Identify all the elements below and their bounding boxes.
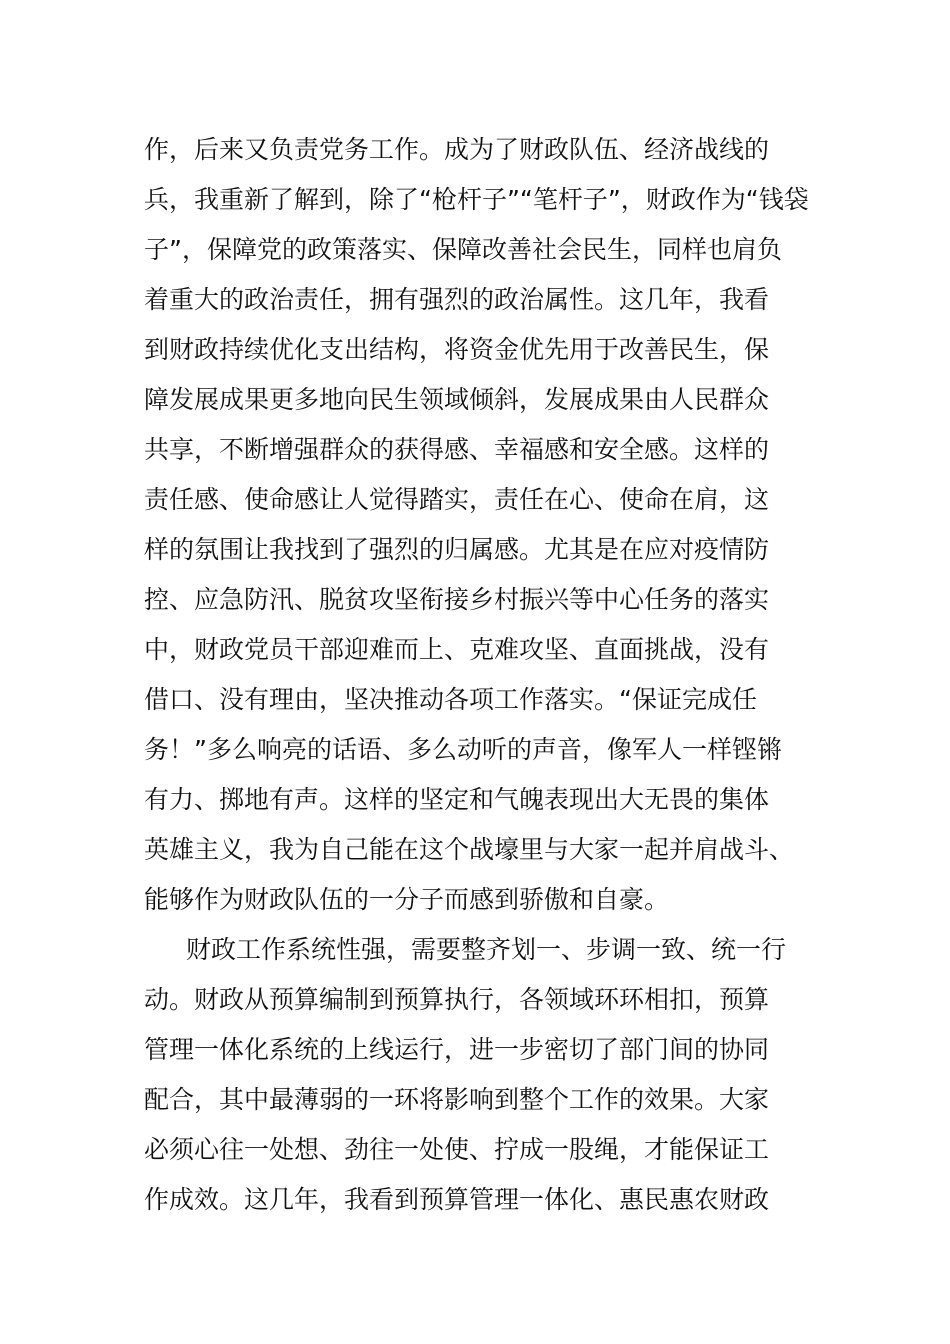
text-line: 英雄主义，我为自己能在这个战壕里与大家一起并肩战斗、: [144, 835, 795, 864]
text-line: 中，财政党员干部迎难而上、克难攻坚、直面挑战，没有: [144, 635, 770, 664]
text-line: 责任感、使命感让人觉得踏实，责任在心、使命在肩，这: [144, 485, 770, 514]
text-line: 务！”多么响亮的话语、多么动听的声音，像军人一样铿锵: [144, 735, 782, 764]
text-line: 兵，我重新了解到，除了“枪杆子”“笔杆子”，财政作为“钱袋: [144, 185, 809, 214]
text-line: 着重大的政治责任，拥有强烈的政治属性。这几年，我看: [144, 285, 770, 314]
text-line: 借口、没有理由，坚决推动各项工作落实。“保证完成任: [144, 685, 757, 714]
text-line: 有力、掷地有声。这样的坚定和气魄表现出大无畏的集体: [144, 785, 770, 814]
text-line: 障发展成果更多地向民生领域倾斜，发展成果由人民群众: [144, 385, 770, 414]
text-line: 作成效。这几年，我看到预算管理一体化、惠民惠农财政: [144, 1185, 770, 1214]
text-line: 共享，不断增强群众的获得感、幸福感和安全感。这样的: [144, 435, 770, 464]
text-line: 管理一体化系统的上线运行，进一步密切了部门间的协同: [144, 1035, 770, 1064]
text-line: 必须心往一处想、劲往一处使、拧成一股绳，才能保证工: [144, 1135, 770, 1164]
text-line: 配合，其中最薄弱的一环将影响到整个工作的效果。大家: [144, 1085, 770, 1114]
text-line: 样的氛围让我找到了强烈的归属感。尤其是在应对疫情防: [144, 535, 770, 564]
text-line: 子”，保障党的政策落实、保障改善社会民生，同样也肩负: [144, 235, 782, 264]
text-line: 作，后来又负责党务工作。成为了财政队伍、经济战线的: [144, 135, 770, 164]
text-line: 能够作为财政队伍的一分子而感到骄傲和自豪。: [144, 885, 670, 914]
text-line: 动。财政从预算编制到预算执行，各领域环环相扣，预算: [144, 985, 770, 1014]
paragraph-first-line: 财政工作系统性强，需要整齐划一、步调一致、统一行: [186, 935, 787, 964]
text-line: 到财政持续优化支出结构，将资金优先用于改善民生，保: [144, 335, 770, 364]
text-line: 控、应急防汛、脱贫攻坚衔接乡村振兴等中心任务的落实: [144, 585, 770, 614]
